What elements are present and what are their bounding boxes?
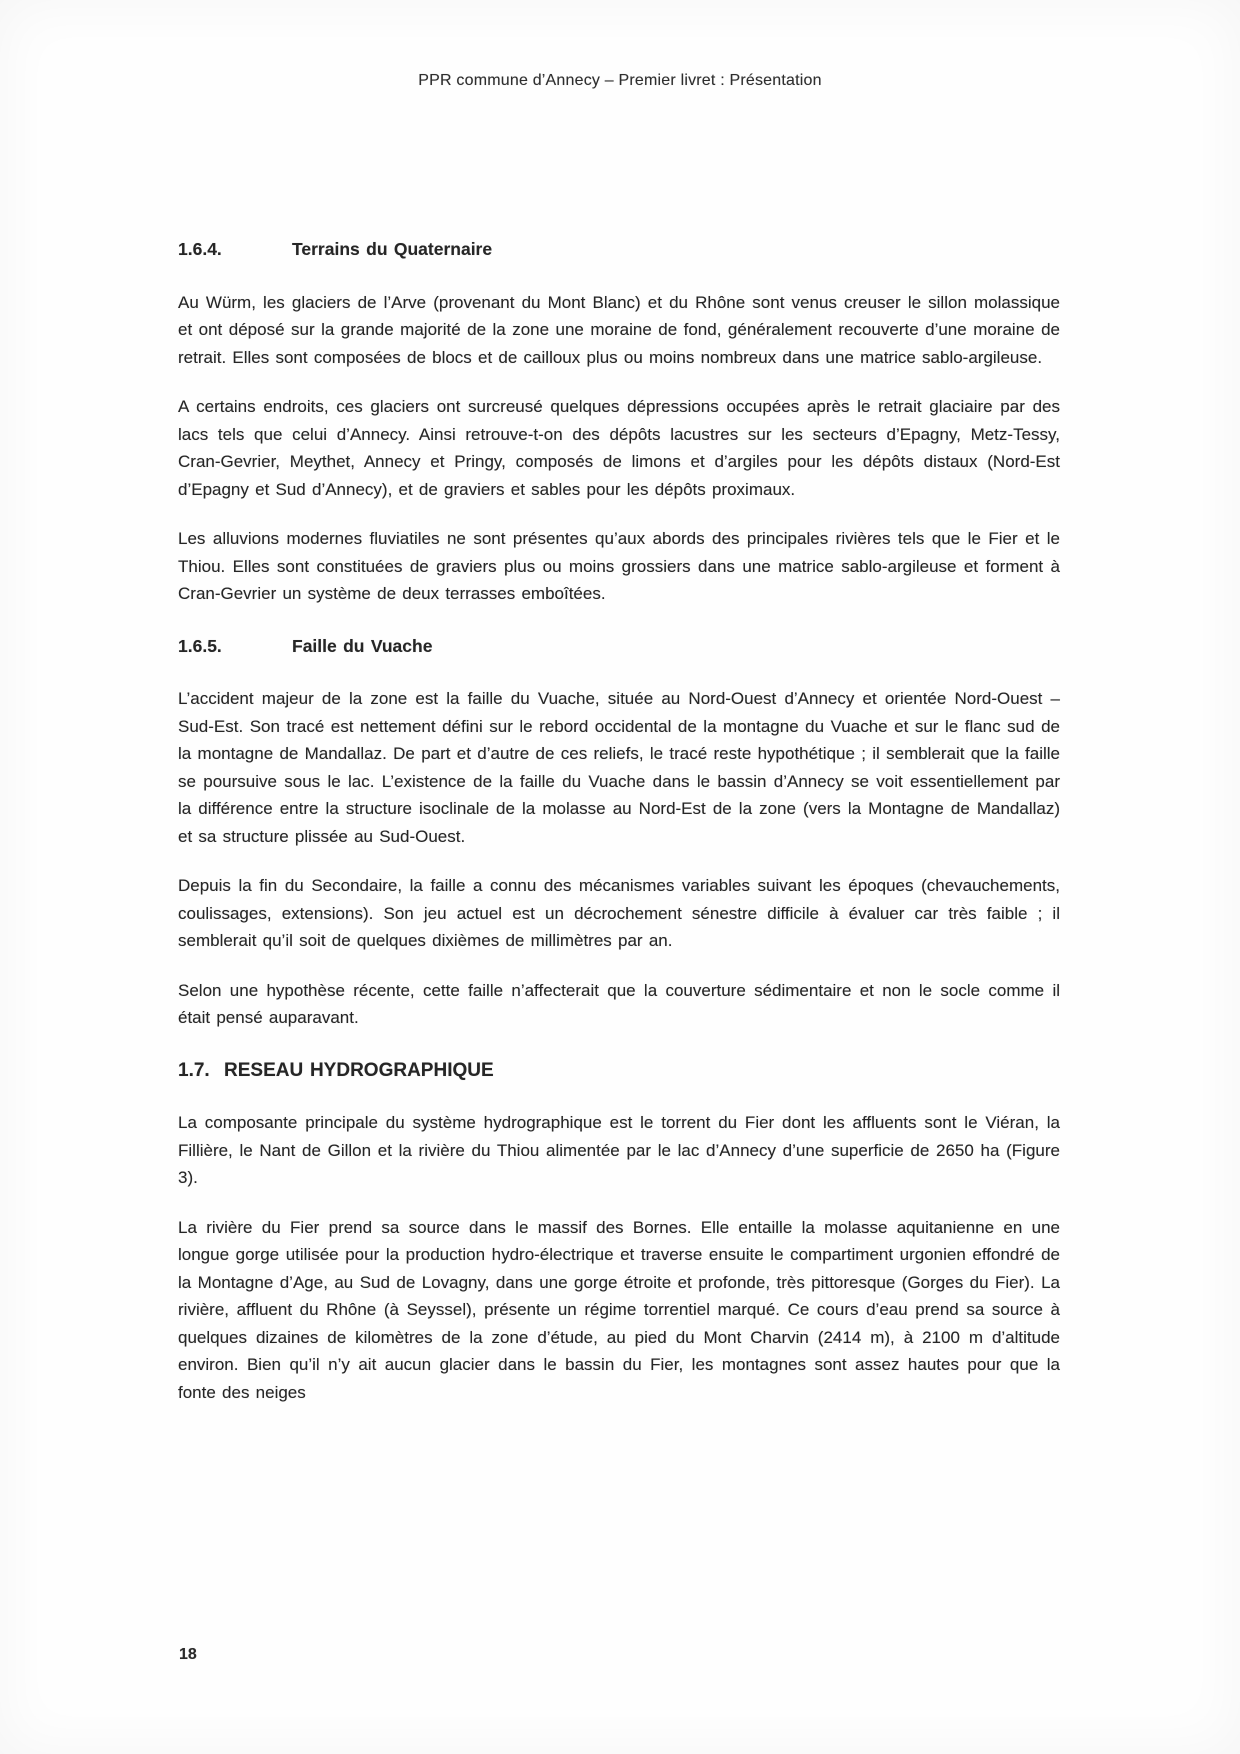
section-faille-du-vuache	[178, 633, 1060, 1032]
running-header: PPR commune d’Annecy – Premier livret : Présentation	[418, 72, 822, 89]
paragraph: La composante principale du système hydrographique est le torrent du Fier dont les affluents sont le Viéran, la Fillière, le Nant de Gillon et la rivière du Thiou alimentée par le lac d’Annecy d’une superficie de 2650 ha (Figure 3).	[178, 1113, 1060, 1187]
paragraph: Selon une hypothèse récente, cette faille n’affecterait que la couverture sédimentaire et non le socle comme il était pensé auparavant.	[178, 980, 1060, 1027]
paragraph: Au Würm, les glaciers de l’Arve (provenant du Mont Blanc) et du Rhône sont venus creuser le sillon molassique et ont déposé sur la grande majorité de la zone une moraine de fond, généralement recouverte d’une moraine de retrait. Elles sont composées de blocs et de cailloux plus ou moins nombreux dans une matrice sablo-argileuse.	[178, 292, 1060, 367]
section-title: Terrains du Quaternaire	[292, 239, 493, 259]
paragraph: Depuis la fin du Secondaire, la faille a connu des mécanismes variables suivant les époques (chevauchements, coulissages, extensions). Son jeu actuel est un décrochement sénestre difficile à évaluer car très faible ; il semblerait qu’il soit de quelques dixièmes de millimètres par an.	[178, 876, 1060, 950]
section-terrains-du-quaternaire	[178, 236, 1060, 608]
page-body	[178, 236, 1060, 1406]
section-number: 1.6.4.	[178, 239, 222, 259]
section-title: RESEAU HYDROGRAPHIQUE	[224, 1059, 494, 1081]
page-number: 18	[179, 1646, 197, 1663]
section-heading	[178, 236, 1060, 264]
section-title: Faille du Vuache	[292, 635, 433, 656]
section-heading	[178, 633, 1060, 661]
paragraph: Les alluvions modernes fluviatiles ne sont présentes qu’aux abords des principales rivières tels que le Fier et le Thiou. Elles sont constituées de graviers plus ou moins grossiers dans une matrice sablo-argileuse et forment à Cran-Gevrier un système de deux terrasses emboîtées.	[178, 529, 1060, 603]
paragraph: L’accident majeur de la zone est la faille du Vuache, située au Nord-Ouest d’Annecy et orientée Nord-Ouest – Sud-Est. Son tracé est nettement défini sur le rebord occidental de la montagne du Vuache et sur le flanc sud de la montagne de Mandallaz. De part et d’autre de ces reliefs, le tracé reste hypothétique ; il semblerait que la faille se poursuive sous le lac. L’existence de la faille du Vuache dans le bassin d’Annecy se voit essentiellement par la différence entre la structure isoclinale de la molasse au Nord-Est de la zone (vers la Montagne de Mandallaz) et sa structure plissée au Sud-Ouest.	[178, 689, 1060, 846]
section-reseau-hydrographique	[178, 1057, 1060, 1407]
section-number: 1.6.5.	[178, 635, 222, 656]
paragraph: La rivière du Fier prend sa source dans le massif des Bornes. Elle entaille la molasse aquitanienne en une longue gorge utilisée pour la production hydro-électrique et traverse ensuite le compartiment urgonien effondré de la Montagne d’Age, au Sud de Lovagny, dans une gorge étroite et profonde, très pittoresque (Gorges du Fier). La rivière, affluent du Rhône (à Seyssel), présente un régime torrentiel marqué. Ce cours d’eau prend sa source à quelques dizaines de kilomètres de la zone d’étude, au pied du Mont Charvin (2414 m), à 2100 m d’altitude environ. Bien qu’il n’y ait aucun glacier dans le bassin du Fier, les montagnes sont assez hautes pour que la fonte des neiges	[178, 1217, 1060, 1402]
section-heading	[178, 1057, 1060, 1085]
paragraph: A certains endroits, ces glaciers ont surcreusé quelques dépressions occupées après le retrait glaciaire par des lacs tels que celui d’Annecy. Ainsi retrouve-t-on des dépôts lacustres sur les secteurs d’Epagny, Metz-Tessy, Cran-Gevrier, Meythet, Annecy et Pringy, composés de limons et d’argiles pour les dépôts distaux (Nord-Est d’Epagny et Sud d’Annecy), et de graviers et sables pour les dépôts proximaux.	[178, 397, 1060, 499]
section-number: 1.7.	[178, 1059, 210, 1081]
